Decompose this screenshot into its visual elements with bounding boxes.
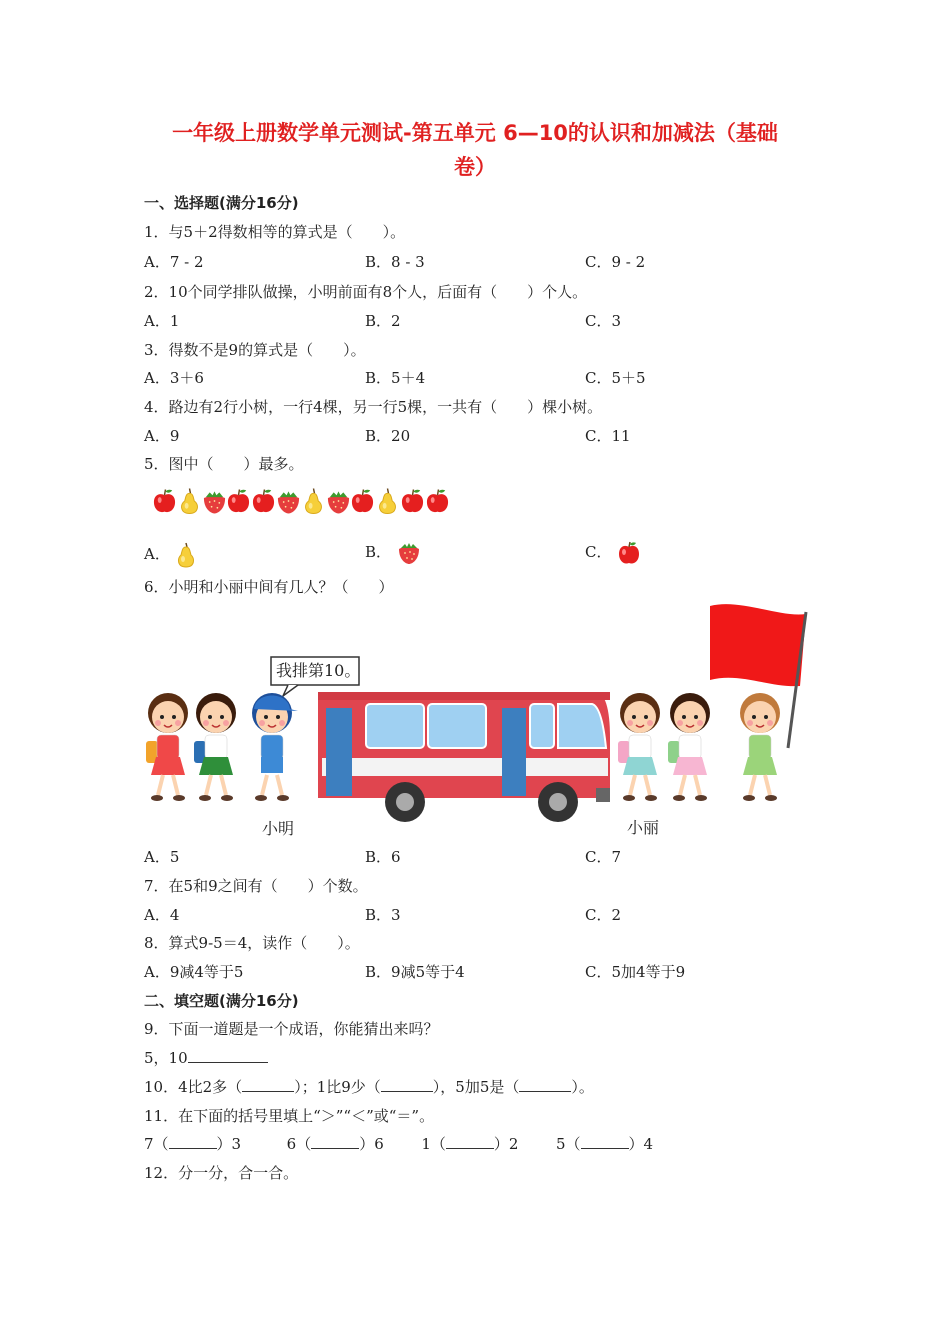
child-figure bbox=[146, 693, 188, 801]
child-figure bbox=[740, 693, 780, 801]
question-4: 4．路边有2行小树，一行4棵，另一行5棵，一共有（ ）棵小树。 bbox=[144, 398, 603, 416]
q8-option-b: B．9减5等于4 bbox=[365, 963, 465, 981]
answer-blank[interactable] bbox=[242, 1077, 294, 1092]
q10-part-1: 10．4比2多（ bbox=[144, 1078, 243, 1096]
answer-blank[interactable] bbox=[446, 1134, 494, 1149]
q2-option-c: C．3 bbox=[585, 312, 622, 330]
question-3: 3．得数不是9的算式是（ ）。 bbox=[144, 341, 366, 359]
page-title bbox=[120, 116, 830, 184]
q1-option-c: C．9 - 2 bbox=[585, 253, 646, 271]
answer-blank[interactable] bbox=[519, 1077, 571, 1092]
question-5: 5．图中（ ）最多。 bbox=[144, 455, 304, 473]
speech-bubble-text: 我排第10。 bbox=[276, 661, 361, 680]
strawberry-icon bbox=[326, 486, 351, 516]
q11-item-2: 6（ ）6 bbox=[286, 1135, 384, 1153]
q5-option-c bbox=[585, 540, 642, 566]
name-xiaoli: 小丽 bbox=[627, 818, 660, 837]
question-11: 11．在下面的括号里填上“＞”“＜”或“＝”。 bbox=[144, 1107, 435, 1125]
name-xiaoming: 小明 bbox=[262, 819, 295, 838]
q7-option-c: C．2 bbox=[585, 906, 622, 924]
answer-blank[interactable] bbox=[581, 1134, 629, 1149]
strawberry-icon bbox=[202, 486, 227, 516]
q10-part-4: ）。 bbox=[571, 1078, 594, 1096]
apple-icon bbox=[400, 486, 425, 516]
q5-option-c-label: C． bbox=[585, 543, 612, 561]
q11-items bbox=[144, 1134, 653, 1154]
q2-option-a: A．1 bbox=[144, 312, 180, 330]
apple-icon bbox=[226, 486, 251, 516]
q8-option-c: C．5加4等于9 bbox=[585, 963, 686, 981]
q5-option-b-label: B． bbox=[365, 543, 392, 561]
title-line-1: 一年级上册数学单元测试-第五单元 6—10的认识和加减法（基础 bbox=[172, 121, 778, 145]
bus-icon bbox=[318, 692, 610, 822]
question-12: 12．分一分，合一合。 bbox=[144, 1164, 299, 1182]
q2-option-b: B．2 bbox=[365, 312, 401, 330]
apple-icon bbox=[152, 486, 177, 516]
q6-option-a: A．5 bbox=[144, 848, 180, 866]
question-9: 9．下面一道题是一个成语，你能猜出来吗？ bbox=[144, 1020, 439, 1038]
answer-blank[interactable] bbox=[381, 1077, 433, 1092]
q7-option-a: A．4 bbox=[144, 906, 180, 924]
q11-item-3: 1（ ）2 bbox=[421, 1135, 519, 1153]
q9-sub bbox=[144, 1048, 268, 1068]
fruit-row bbox=[152, 486, 450, 516]
q10-part-3: ），5加5是（ bbox=[432, 1078, 520, 1096]
apple-icon bbox=[616, 540, 642, 566]
answer-blank[interactable] bbox=[188, 1048, 268, 1063]
q6-option-b: B．6 bbox=[365, 848, 401, 866]
q5-option-a bbox=[144, 540, 197, 570]
q4-option-b: B．20 bbox=[365, 427, 411, 445]
q1-option-a: A．7 - 2 bbox=[144, 253, 204, 271]
strawberry-icon bbox=[396, 540, 422, 566]
q11-item-1: 7（ ）3 bbox=[144, 1135, 242, 1153]
section-2-heading: 二、填空题(满分16分) bbox=[144, 992, 299, 1010]
pear-icon bbox=[375, 486, 400, 516]
q3-option-b: B．5＋4 bbox=[365, 369, 426, 387]
answer-blank[interactable] bbox=[311, 1134, 359, 1149]
q9-sub-text: 5，10 bbox=[144, 1049, 188, 1067]
q8-option-a: A．9减4等于5 bbox=[144, 963, 244, 981]
question-8: 8．算式9-5＝4，读作（ ）。 bbox=[144, 934, 360, 952]
queue-scene-svg bbox=[140, 598, 820, 838]
q5-option-b bbox=[365, 540, 422, 566]
q5-option-a-label: A． bbox=[144, 545, 170, 563]
apple-icon bbox=[251, 486, 276, 516]
q10-part-2: ）；1比9少（ bbox=[294, 1078, 381, 1096]
question-6: 6．小明和小丽中间有几人？（ ） bbox=[144, 578, 394, 596]
pear-icon bbox=[177, 486, 202, 516]
child-figure bbox=[618, 693, 660, 801]
question-1: 1．与5＋2得数相等的算式是（ ）。 bbox=[144, 223, 406, 241]
q11-item-4: 5（ ）4 bbox=[555, 1135, 654, 1153]
answer-blank[interactable] bbox=[169, 1134, 217, 1149]
title-line-2: 卷） bbox=[454, 155, 496, 179]
section-1-heading: 一、选择题(满分16分) bbox=[144, 194, 299, 212]
question-2: 2．10个同学排队做操，小明前面有8个人，后面有（ ）个人。 bbox=[144, 283, 588, 301]
q7-option-b: B．3 bbox=[365, 906, 401, 924]
q4-option-a: A．9 bbox=[144, 427, 180, 445]
q6-option-c: C．7 bbox=[585, 848, 622, 866]
q3-option-a: A．3＋6 bbox=[144, 369, 204, 387]
child-figure bbox=[194, 693, 236, 801]
child-figure bbox=[252, 693, 298, 801]
question-10 bbox=[144, 1077, 594, 1097]
q3-option-c: C．5＋5 bbox=[585, 369, 646, 387]
q1-option-b: B．8 - 3 bbox=[365, 253, 425, 271]
pear-icon bbox=[301, 486, 326, 516]
queue-illustration bbox=[140, 598, 820, 838]
apple-icon bbox=[425, 486, 450, 516]
q4-option-c: C．11 bbox=[585, 427, 631, 445]
pear-icon bbox=[175, 540, 197, 570]
question-7: 7．在5和9之间有（ ）个数。 bbox=[144, 877, 368, 895]
apple-icon bbox=[350, 486, 375, 516]
child-figure bbox=[668, 693, 710, 801]
strawberry-icon bbox=[276, 486, 301, 516]
